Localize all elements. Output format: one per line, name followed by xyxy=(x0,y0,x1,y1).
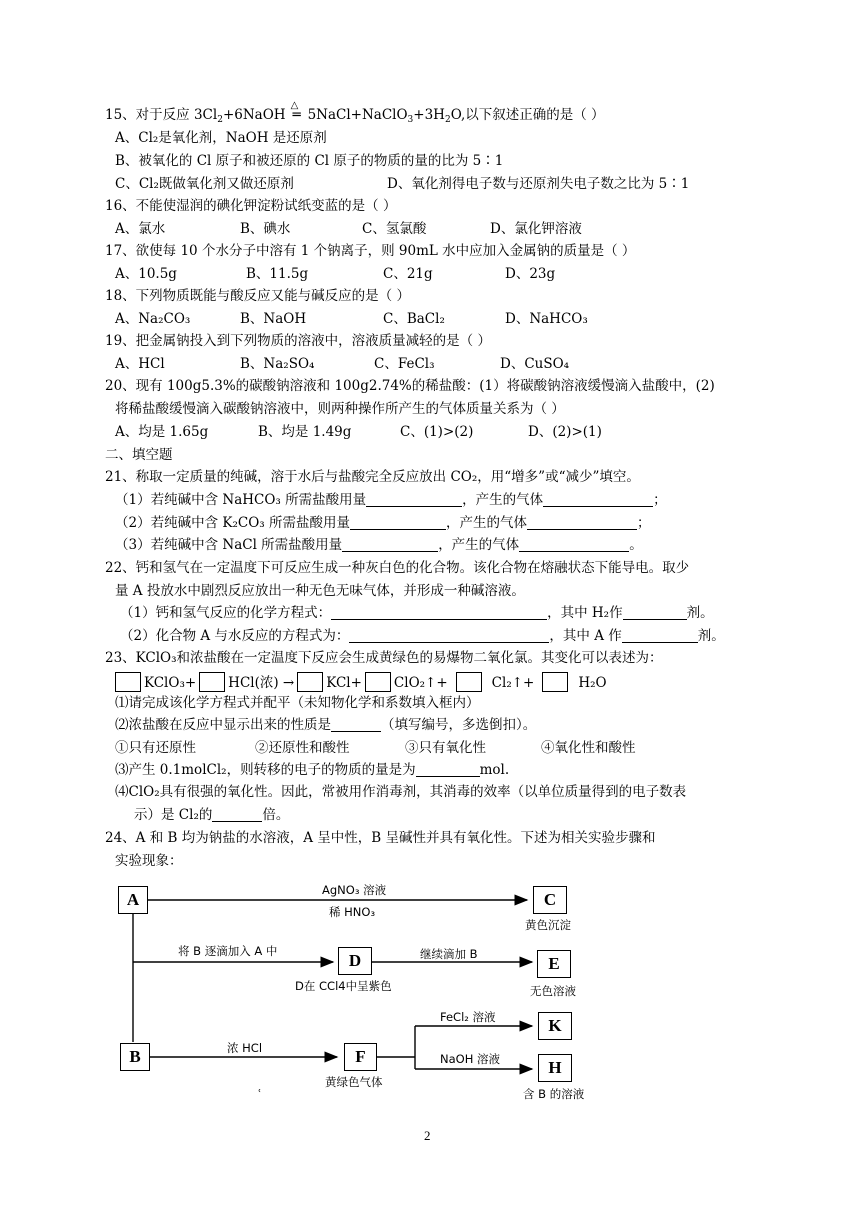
page-number: 2 xyxy=(424,1128,431,1143)
eq-term: HCl(浓) → xyxy=(228,675,295,691)
label-fecl2: FeCl₂ 溶液 xyxy=(440,1010,496,1024)
label-add-b: 将 B 逐滴加入 A 中 xyxy=(178,944,278,958)
box-f: F xyxy=(344,1043,377,1071)
q21-gas-label: ，产生的气体 xyxy=(445,515,527,531)
q21-row-label: （2）若纯碱中含 K₂CO₃ 所需盐酸用量 xyxy=(115,515,350,531)
q22-stem-1: 22、钙和氢气在一定温度下可反应生成一种灰白色的化合物。该化合物在熔融状态下能导电。取少 xyxy=(105,560,690,576)
box-b: B xyxy=(120,1043,150,1071)
sub: 2 xyxy=(444,115,451,125)
q22-row-tail: ，其中 H₂作 xyxy=(547,605,623,621)
q23-part3-tail: mol. xyxy=(479,762,510,778)
eq-term: KClO₃+ xyxy=(144,675,197,691)
q15-option-d: D、氧化剂得电子数与还原剂失电子数之比为 5∶1 xyxy=(387,176,690,192)
q18-stem: 18、下列物质既能与酸反应又能与碱反应的是（ ） xyxy=(105,288,410,304)
q23-part2-tail: （填写编号，多选倒扣）。 xyxy=(381,717,537,733)
q21-gas-label: ，产生的气体 xyxy=(438,537,520,553)
q16-option-d: D、氯化钾溶液 xyxy=(490,221,582,237)
q15-option-b: B、被氧化的 Cl 原子和被还原的 Cl 原子的物质的量的比为 5∶1 xyxy=(115,153,504,169)
q24-stem-2: 实验现象： xyxy=(115,853,183,869)
label-hcl: 浓 HCl xyxy=(227,1041,263,1055)
q19-option-a: A、HCl xyxy=(115,356,165,372)
heat-symbol: △ xyxy=(290,100,299,111)
q18-option-a: A、Na₂CO₃ xyxy=(115,311,191,327)
q23-part4-tail: 倍。 xyxy=(262,807,290,823)
q23-part4-text: 示）是 Cl₂的 xyxy=(134,807,213,823)
q19-option-c: C、FeCl₃ xyxy=(374,356,435,372)
q17-option-c: C、21g xyxy=(383,266,433,282)
label-e-note: 无色溶液 xyxy=(530,984,576,998)
q22-row-label: （1）钙和氢气反应的化学方程式： xyxy=(120,605,332,621)
q16-option-c: C、氢氯酸 xyxy=(362,221,427,237)
eq-term: KCl+ xyxy=(326,675,362,691)
q17-option-d: D、23g xyxy=(505,266,556,282)
box-c: C xyxy=(533,886,567,914)
q16-stem: 16、不能使湿润的碘化钾淀粉试纸变蓝的是（ ） xyxy=(105,198,397,214)
q17-option-a: A、10.5g xyxy=(115,266,177,282)
q20-option-a: A、均是 1.65g xyxy=(115,424,209,440)
q23-part-1: ⑴请完成该化学方程式并配平（未知物化学和系数填入框内） xyxy=(115,695,480,711)
q15-stem: 15、对于反应 $3Cl_2+6NaOH$ △ ═ $5NaCl+NaClO_3+3H_2O$,以下叙述正确的是（ ） xyxy=(105,106,605,129)
q21-stem: 21、称取一定质量的纯碱，溶于水后与盐酸完全反应放出 CO₂，用“增多”或“减少”填空。 xyxy=(105,469,640,485)
q20-stem-2: 将稀盐酸缓慢滴入碳酸钠溶液中，则两种操作所产生的气体质量关系为（ ） xyxy=(115,401,565,417)
eq-term: ClO₂↑+ xyxy=(393,675,448,691)
q23-option-4: ④氧化性和酸性 xyxy=(541,740,636,756)
box-d: D xyxy=(338,947,372,975)
box-e: E xyxy=(537,950,571,978)
label-d-note: D在 CCl4中呈紫色 xyxy=(295,979,392,993)
box-h: H xyxy=(538,1054,572,1082)
q22-row-tail: ，其中 A 作 xyxy=(549,628,622,644)
q23-part2-text: ⑵浓盐酸在反应中显示出来的性质是 xyxy=(115,717,331,733)
q22-stem-2: 量 A 投放水中剧烈反应放出一种无色无味气体，并形成一种碱溶液。 xyxy=(115,583,525,599)
sub: 3 xyxy=(407,115,414,125)
q23-option-2: ②还原性和酸性 xyxy=(255,740,350,756)
stray-mark: ʿ xyxy=(258,1087,262,1101)
q22-agent: 剂。 xyxy=(686,605,714,621)
q20-option-c: C、(1)>(2) xyxy=(400,424,474,440)
punct: ； xyxy=(636,515,651,531)
q22-agent: 剂。 xyxy=(697,628,725,644)
label-f-note: 黄绿色气体 xyxy=(325,1075,383,1089)
q23-stem: 23、KClO₃和浓盐酸在一定温度下反应会生成黄绿色的易爆物二氧化氯。其变化可以表述为： xyxy=(105,650,663,666)
q16-option-a: A、氯水 xyxy=(115,221,166,237)
q23-option-3: ③只有氧化性 xyxy=(405,740,486,756)
eq-term: H₂O xyxy=(578,675,607,691)
q22-row-label: （2）化合物 A 与水反应的方程式为： xyxy=(120,628,350,644)
section-heading: 二、填空题 xyxy=(105,447,173,463)
q18-option-b: B、NaOH xyxy=(240,311,307,327)
q15-stem-part: +3H xyxy=(413,107,445,123)
q15-option-c: C、Cl₂既做氧化剂又做还原剂 xyxy=(115,176,294,192)
label-naoh: NaOH 溶液 xyxy=(440,1052,501,1066)
q15-stem-part: +6NaOH xyxy=(222,107,286,123)
q15-stem-part: 15、对于反应 3Cl xyxy=(105,107,218,123)
q19-stem: 19、把金属钠投入到下列物质的溶液中，溶液质量减轻的是（ ） xyxy=(105,333,491,349)
punct: 。 xyxy=(629,537,643,553)
q19-option-d: D、CuSO₄ xyxy=(500,356,570,372)
q20-option-d: D、(2)>(1) xyxy=(528,424,602,440)
q18-option-d: D、NaHCO₃ xyxy=(505,311,588,327)
q15-stem-part: O,以下叙述正确的是（ ） xyxy=(450,107,605,123)
label-h-note: 含 B 的溶液 xyxy=(523,1087,585,1101)
q20-option-b: B、均是 1.49g xyxy=(258,424,352,440)
box-a: A xyxy=(118,886,148,914)
q23-part3-text: ⑶产生 0.1molCl₂，则转移的电子的物质的量是为 xyxy=(115,762,416,778)
label-continue-b: 继续滴加 B xyxy=(420,947,478,961)
q21-gas-label: ，产生的气体 xyxy=(462,492,544,508)
q19-option-b: B、Na₂SO₄ xyxy=(240,356,315,372)
q21-row-label: （3）若纯碱中含 NaCl 所需盐酸用量 xyxy=(115,537,343,553)
q17-option-b: B、11.5g xyxy=(246,266,309,282)
q15-stem-part: 5NaCl+NaClO xyxy=(307,107,408,123)
q21-row-label: （1）若纯碱中含 NaHCO₃ 所需盐酸用量 xyxy=(115,492,367,508)
label-agno3: AgNO₃ 溶液 xyxy=(322,883,387,897)
box-k: K xyxy=(538,1012,572,1040)
label-hno3: 稀 HNO₃ xyxy=(329,905,376,919)
q20-stem-1: 20、现有 100g5.3%的碳酸钠溶液和 100g2.74%的稀盐酸：(1）将碳酸钠溶液缓慢滴入盐酸中，(2) xyxy=(105,378,715,394)
sub: 2 xyxy=(217,115,223,125)
label-c-note: 黄色沉淀 xyxy=(525,918,571,932)
eq-term: Cl₂↑+ xyxy=(491,675,535,691)
q15-option-a: A、Cl₂是氧化剂，NaOH 是还原剂 xyxy=(115,130,327,146)
q23-part-4: ⑷ClO₂具有很强的氧化性。因此，常被用作消毒剂，其消毒的效率（以单位质量得到的电子数表 xyxy=(115,784,687,800)
q18-option-c: C、BaCl₂ xyxy=(383,311,445,327)
q16-option-b: B、碘水 xyxy=(240,221,291,237)
q23-option-1: ①只有还原性 xyxy=(115,740,196,756)
q24-stem-1: 24、A 和 B 均为钠盐的水溶液，A 呈中性，B 呈碱性并具有氧化性。下述为相关实验步骤和 xyxy=(105,830,656,846)
q17-stem: 17、欲使每 10 个水分子中溶有 1 个钠离子，则 90mL 水中应加入金属钠的质量是（ ） xyxy=(105,243,636,259)
punct: ； xyxy=(653,492,667,508)
